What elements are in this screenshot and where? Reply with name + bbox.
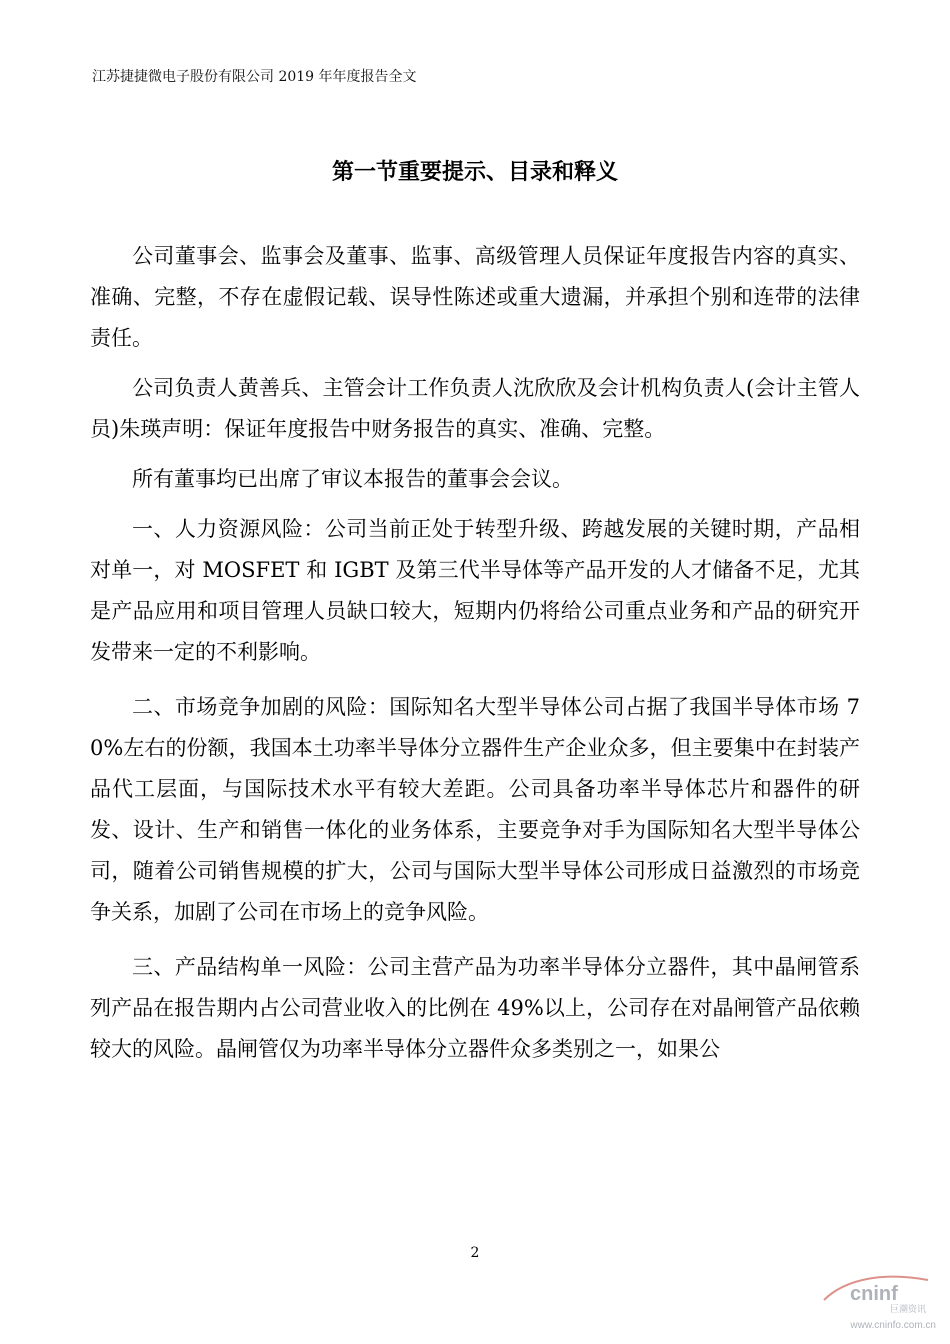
cninfo-url: www.cninfo.com.cn [850, 1320, 936, 1331]
page-number: 2 [470, 1245, 480, 1261]
paragraph-board-attendance: 所有董事均已出席了审议本报告的董事会会议。 [132, 467, 573, 491]
document-header: 江苏捷捷微电子股份有限公司 2019 年年度报告全文 [92, 69, 417, 85]
cninfo-watermark [816, 1270, 936, 1332]
paragraph-market-competition-risk: 二、市场竞争加剧的风险：国际知名大型半导体公司占据了我国半导体市场 70%左右的份额，我国本土功率半导体分立器件生产企业众多，但主要集中在封装产品代工层面，与国际技术水平有较大差距。公司具备功率半导体芯片和器件的研发、设计、生产和销售一体化的业务体系，主要竞争对手为国际知名大型半导体公司，随着公司销售规模的扩大，公司与国际大型半导体公司形成日益激烈的市场竞争关系，加剧了公司在市场上的竞争风险。 [90, 695, 860, 924]
paragraph-financial-statement-declaration: 公司负责人黄善兵、主管会计工作负责人沈欣欣及会计机构负责人(会计主管人员)朱瑛声明：保证年度报告中财务报告的真实、准确、完整。 [90, 376, 860, 441]
paragraph-responsibility-statement: 公司董事会、监事会及董事、监事、高级管理人员保证年度报告内容的真实、准确、完整，不存在虚假记载、误导性陈述或重大遗漏，并承担个别和连带的法律责任。 [90, 244, 860, 350]
paragraph-product-structure-risk: 三、产品结构单一风险：公司主营产品为功率半导体分立器件，其中晶闸管系列产品在报告期内占公司营业收入的比例在 49%以上，公司存在对晶闸管产品依赖较大的风险。晶闸管仅为功率半导体分立器件众多类别之一，如果公 [90, 955, 860, 1061]
cninfo-logo-icon [816, 1270, 936, 1314]
cninfo-logo-text: cninf [850, 1283, 898, 1305]
section-title: 第一节重要提示、目录和释义 [331, 159, 618, 185]
paragraph-human-resource-risk: 一、人力资源风险：公司当前正处于转型升级、跨越发展的关键时期，产品相对单一，对 MOSFET 和 IGBT 及第三代半导体等产品开发的人才储备不足，尤其是产品应用和项目管理人员缺口较大，短期内仍将给公司重点业务和产品的研究开发带来一定的不利影响。 [90, 517, 860, 664]
body-content [90, 236, 860, 1084]
cninfo-logo-subtext: 巨潮资讯 [890, 1305, 927, 1314]
